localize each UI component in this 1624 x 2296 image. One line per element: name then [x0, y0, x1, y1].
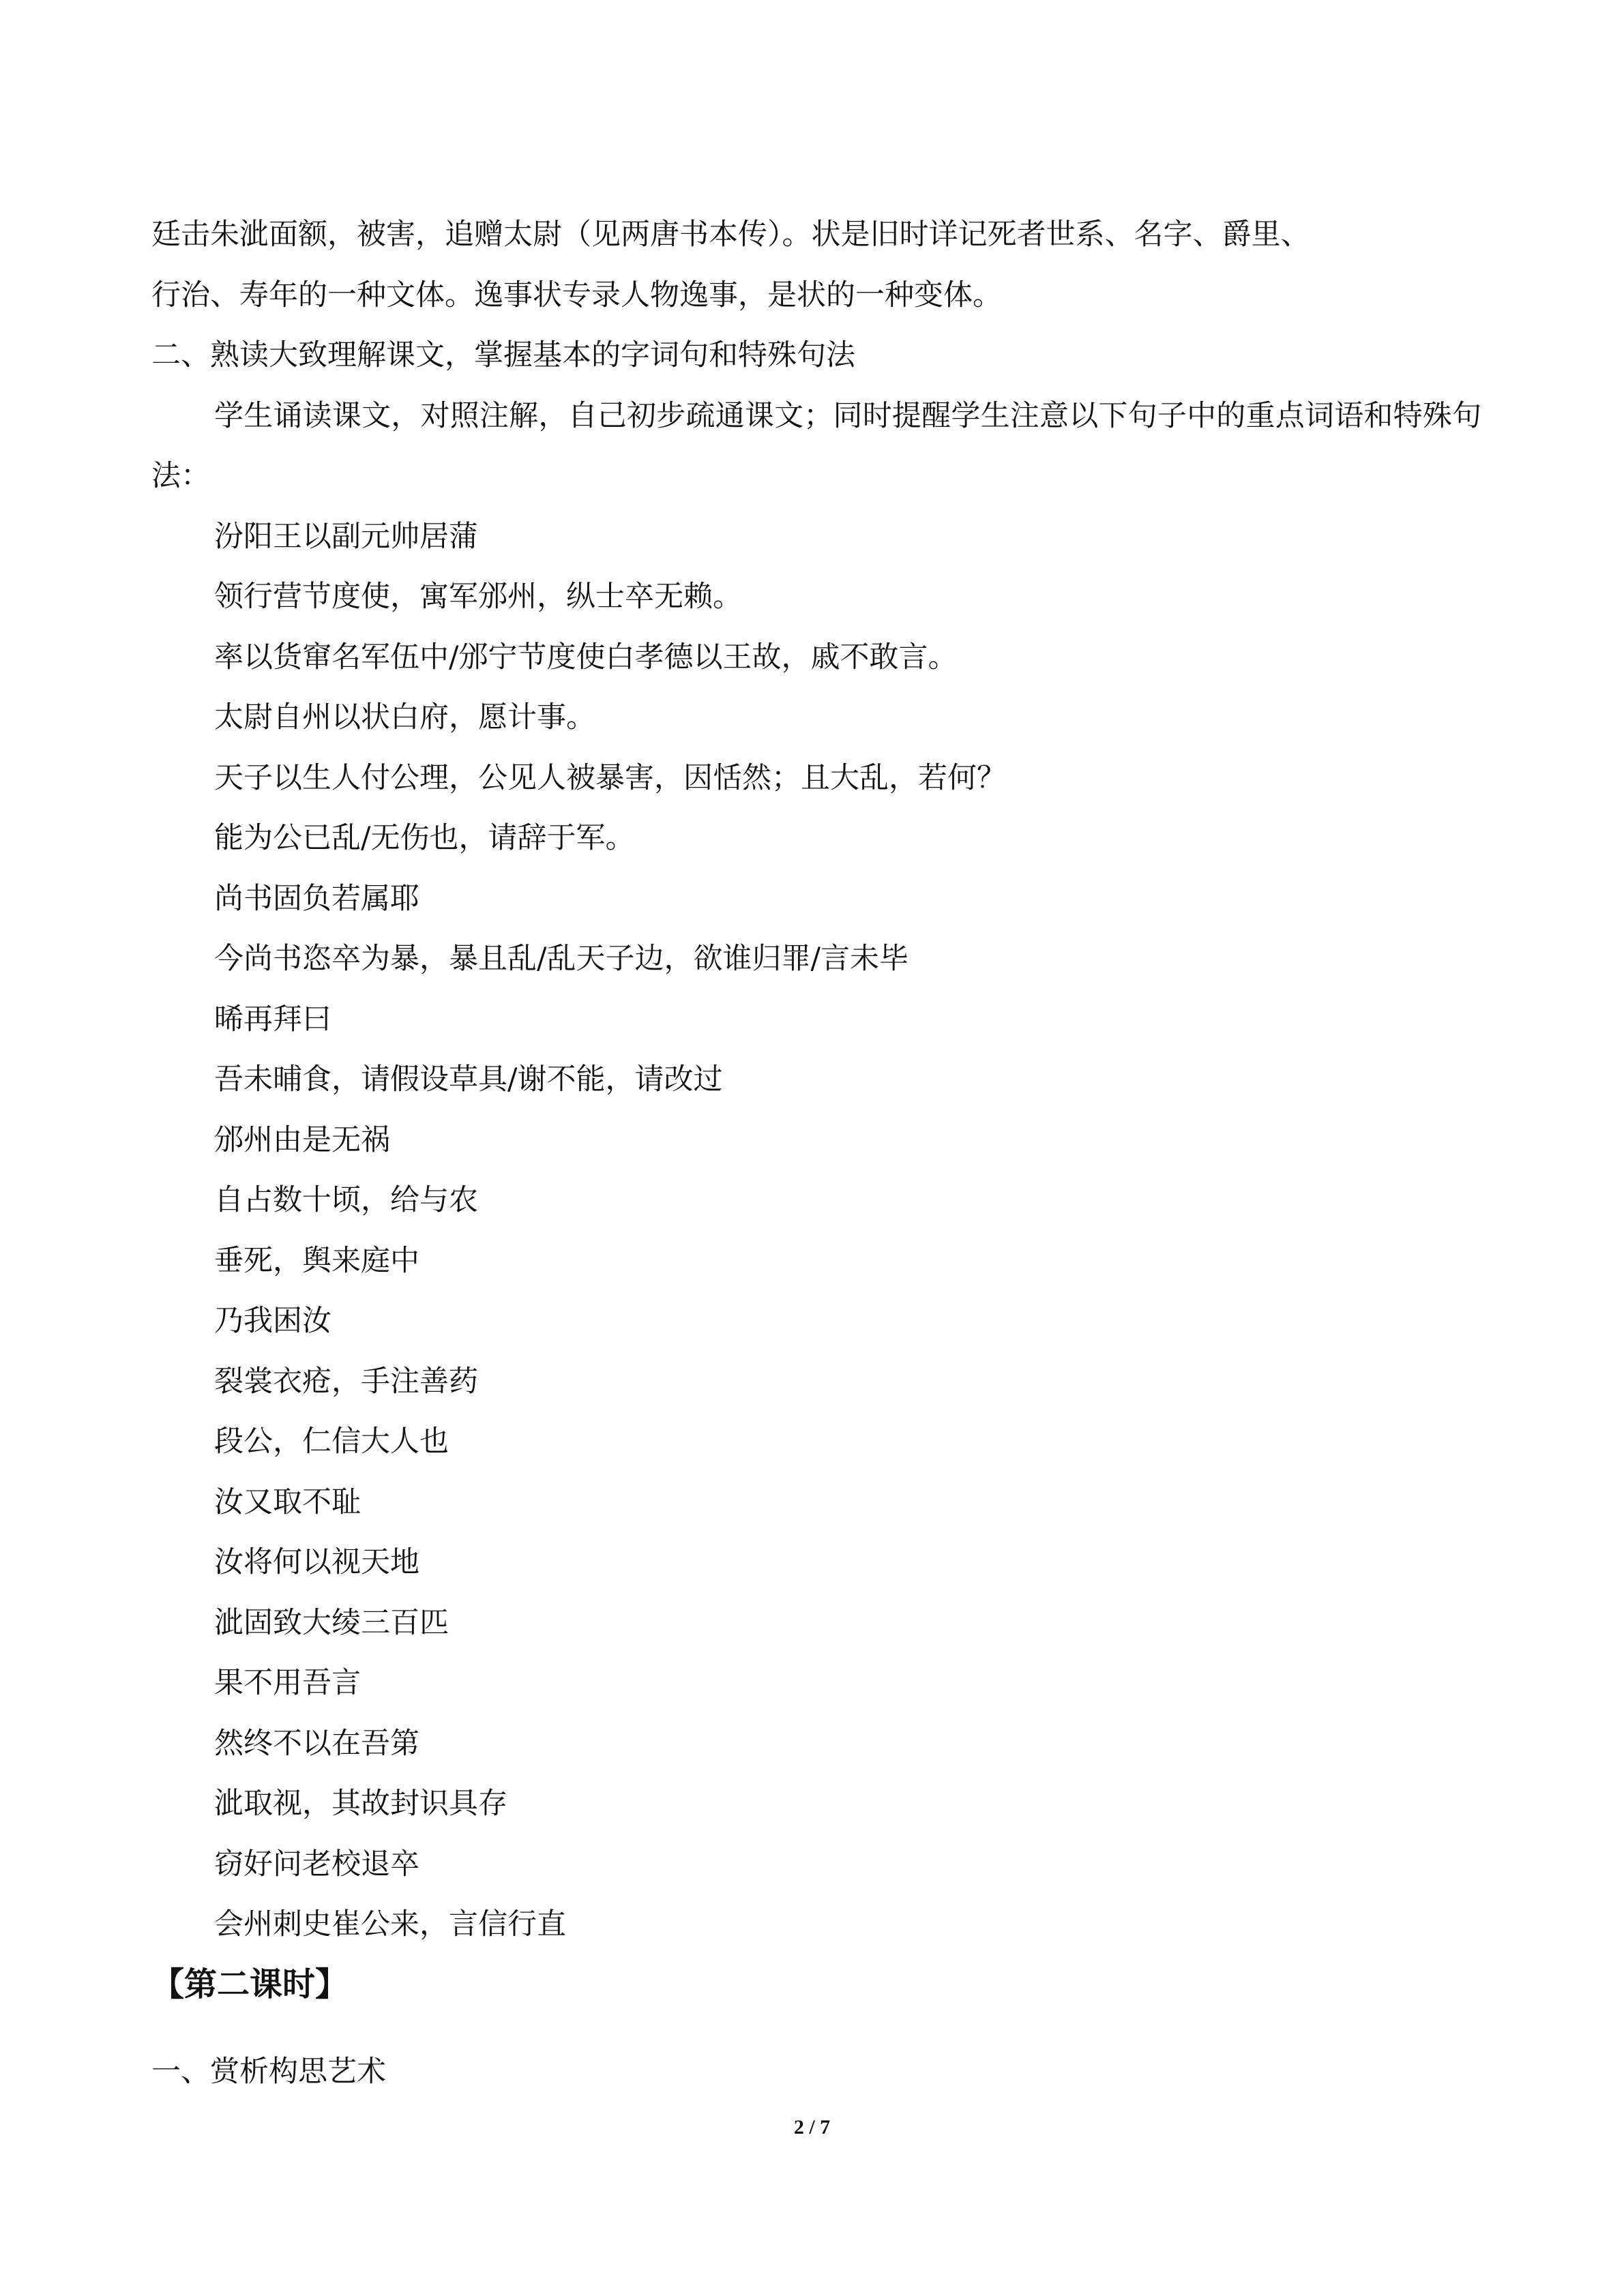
sentence-item: 段公，仁信大人也 [214, 1425, 449, 1459]
sentence-item: 天子以生人付公理，公见人被暴害，因恬然；且大乱，若何？ [214, 760, 1006, 795]
continuation-line-1: 廷击朱泚面额，被害，追赠太尉（见两唐书本传）。状是旧时详记死者世系、名字、爵里、 [151, 218, 1310, 252]
section-heading-two: 二、熟读大致理解课文，掌握基本的字词句和特殊句法 [151, 338, 855, 372]
intro-paragraph: 学生诵读课文，对照注解，自己初步疏通课文；同时提醒学生注意以下句子中的重点词语和特殊句法： [151, 398, 1481, 493]
sentence-item: 能为公已乱/无伤也，请辞于军。 [214, 821, 635, 855]
sentence-item: 太尉自州以状白府，愿计事。 [214, 700, 595, 734]
continuation-line-2: 行治、寿年的一种文体。逸事状专录人物逸事，是状的一种变体。 [151, 278, 1002, 312]
sentence-item: 尚书固负若属耶 [214, 881, 419, 916]
sentence-item: 泚固致大绫三百匹 [214, 1605, 449, 1640]
sentence-item: 汾阳王以副元帅居蒲 [214, 519, 478, 554]
lesson-title: 【第二课时】 [151, 1965, 349, 2003]
sentence-item: 泚取视，其故封识具存 [214, 1787, 507, 1821]
sentence-item: 领行营节度使，寓军邠州，纵士卒无赖。 [214, 580, 742, 614]
sentence-item: 吾未晡食，请假设草具/谢不能，请改过 [214, 1062, 723, 1097]
page-number: 2 / 7 [793, 2116, 831, 2138]
sentence-item: 裂裳衣疮，手注善药 [214, 1364, 478, 1399]
sentence-item: 垂死，舆来庭中 [214, 1243, 419, 1278]
sentence-item: 乃我困汝 [214, 1304, 331, 1338]
sentence-item: 今尚书恣卒为暴，暴且乱/乱天子边，欲谁归罪/言未毕 [214, 942, 909, 976]
sentence-item: 汝又取不耻 [214, 1485, 361, 1519]
sentence-item: 汝将何以视天地 [214, 1545, 419, 1579]
body-text [151, 205, 1481, 1955]
sentence-item: 自占数十顷，给与农 [214, 1183, 478, 1217]
sentence-item: 果不用吾言 [214, 1666, 361, 1700]
sentence-item: 率以货窜名军伍中/邠宁节度使白孝德以王故，戚不敢言。 [214, 640, 958, 674]
sentence-item: 然终不以在吾第 [214, 1726, 419, 1761]
sentence-item: 窃好问老校退卒 [214, 1847, 419, 1881]
sentence-item: 晞再拜曰 [214, 1002, 331, 1037]
sentence-item: 会州刺史崔公来，言信行直 [214, 1907, 566, 1941]
section-heading-one: 一、赏析构思艺术 [151, 2055, 386, 2089]
sentence-item: 邠州由是无祸 [214, 1122, 390, 1157]
